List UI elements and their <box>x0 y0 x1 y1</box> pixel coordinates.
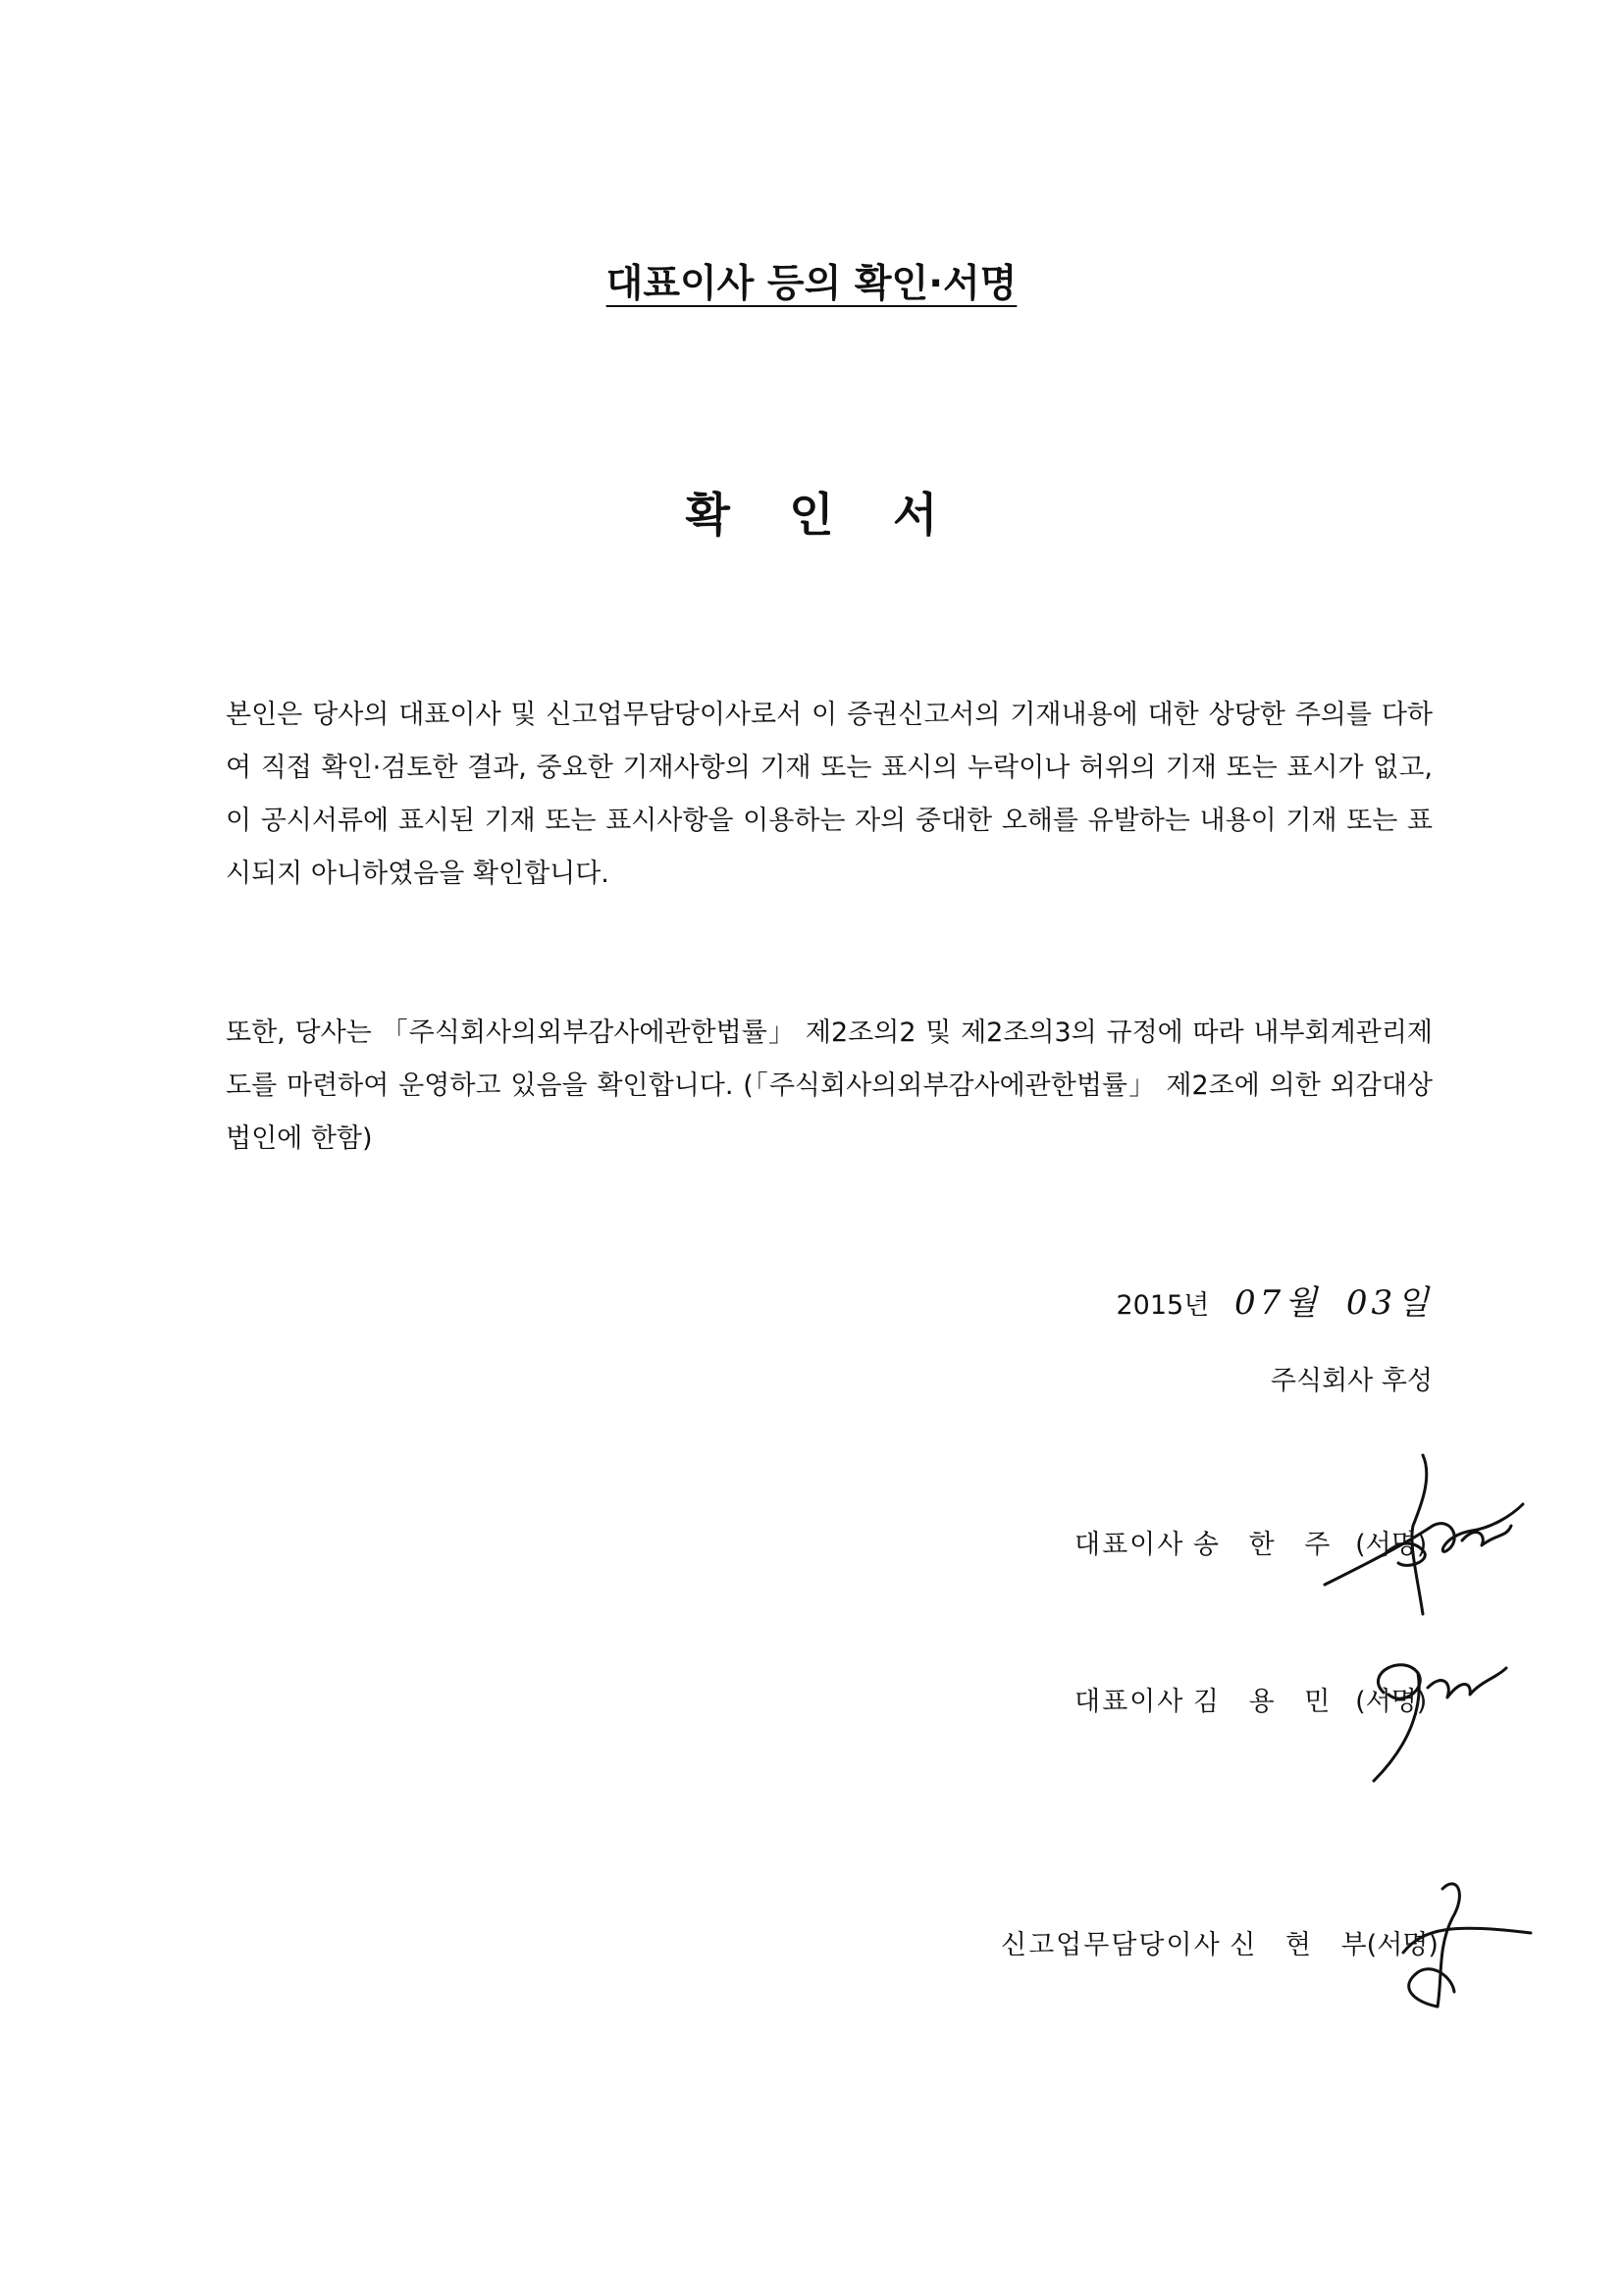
signer-name: 송 한 주 <box>1192 1530 1331 1560</box>
handwritten-signature <box>1344 1869 1541 2016</box>
signer-role: 신고업무담당이사 <box>1001 1930 1222 1960</box>
signature-label: (서명) <box>1366 1930 1439 1960</box>
document-date <box>1116 1276 1433 1324</box>
signature-label: (서명) <box>1355 1530 1428 1560</box>
document-title: 대표이사 등의 확인·서명 <box>605 262 1018 306</box>
handwritten-signature <box>1344 1634 1521 1791</box>
signer-name: 신 현 부 <box>1230 1930 1367 1960</box>
company-name: 주식회사 후성 <box>1270 1366 1433 1396</box>
date-day: 03일 <box>1345 1283 1433 1323</box>
document-subtitle: 확 인 서 <box>685 489 960 543</box>
signature-label: (서명) <box>1355 1687 1428 1717</box>
signer-role: 대표이사 <box>1074 1530 1185 1560</box>
signer-name: 김 용 민 <box>1192 1687 1331 1717</box>
date-year: 2015년 <box>1116 1290 1210 1321</box>
handwritten-signature <box>1315 1447 1531 1624</box>
date-month: 07월 <box>1234 1283 1322 1323</box>
signer-role: 대표이사 <box>1074 1687 1185 1717</box>
confirmation-paragraph: 본인은 당사의 대표이사 및 신고업무담당이사로서 이 증권신고서의 기재내용에 대한 상당한 주의를 다하여 직접 확인·검토한 결과, 중요한 기재사항의 기재 또는 표시의 누락이나 허위의 기재 또는 표시가 없고, 이 공시서류에 표시된 기재 또는 표시사항을 이용하는 자의 중대한 오해를 유발하는 내용이 기재 또는 표시되지 아니하였음을 확인합니다. <box>226 700 1433 889</box>
internal-control-paragraph: 또한, 당사는 「주식회사의외부감사에관한법률」 제2조의2 및 제2조의3의 규정에 따라 내부회계관리제도를 마련하여 운영하고 있음을 확인합니다. (「주식회사의외부감사에관한법률」 제2조에 의한 외감대상법인에 한함) <box>226 1018 1433 1154</box>
